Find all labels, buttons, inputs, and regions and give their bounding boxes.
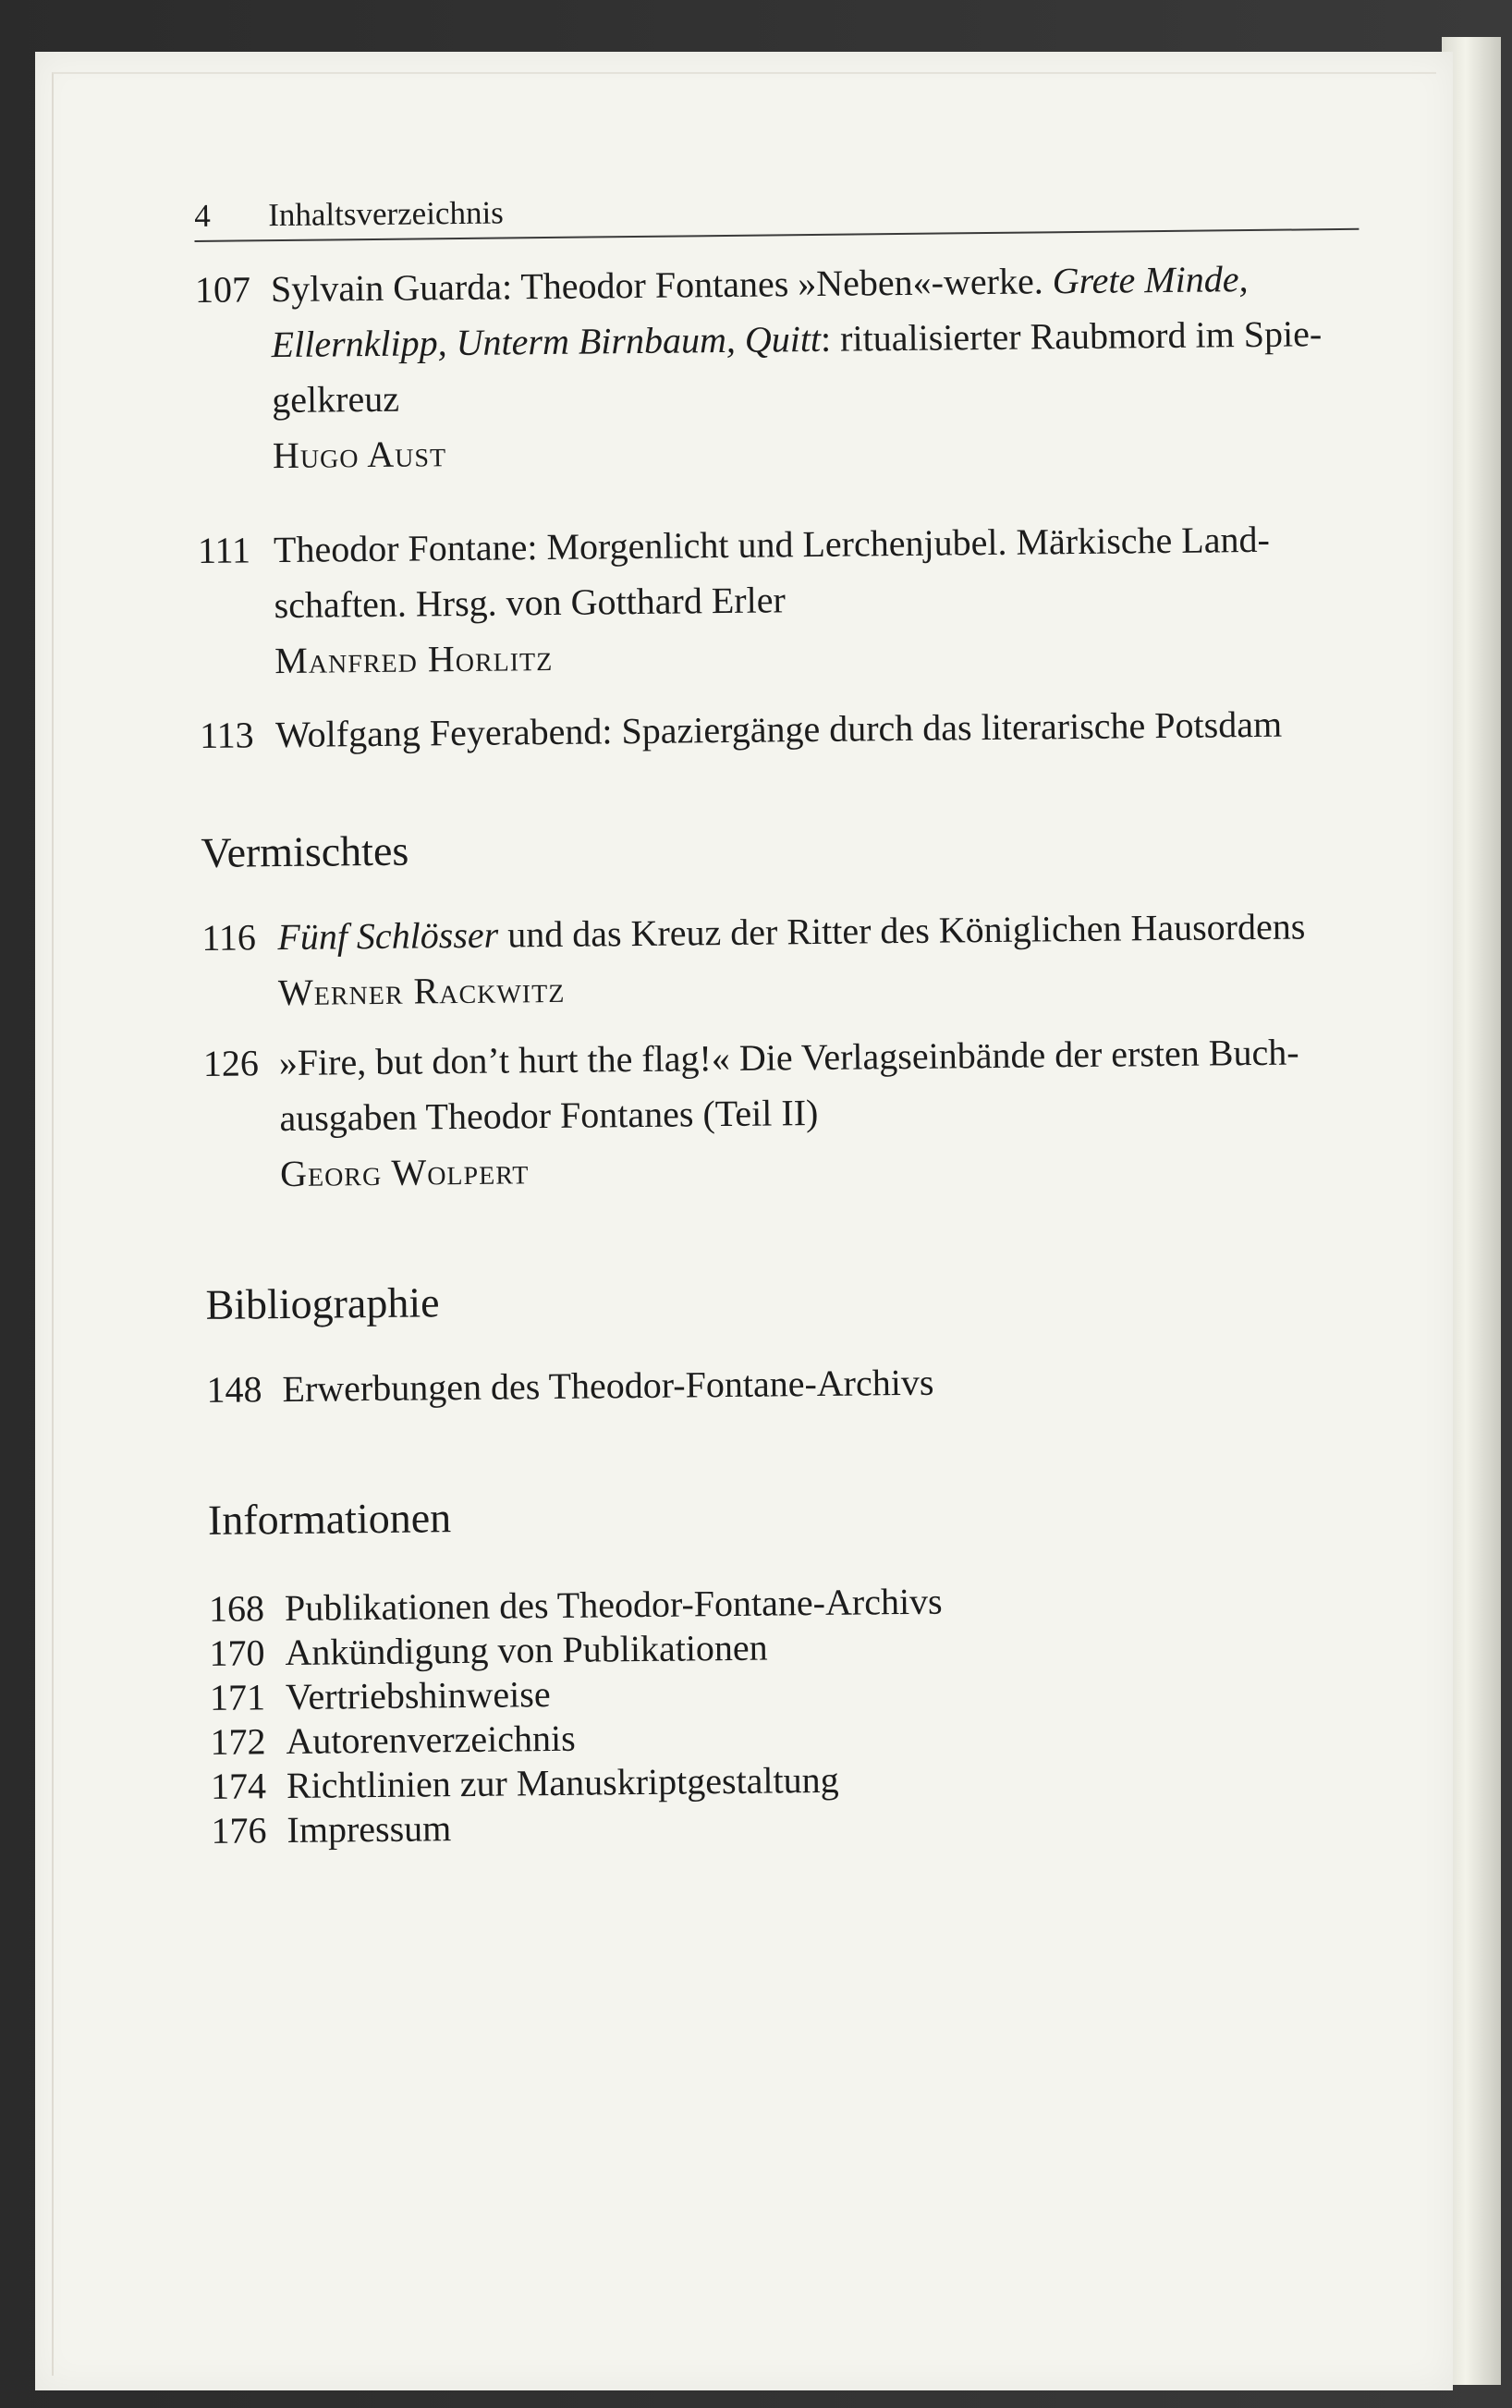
entry-page-number: 126: [202, 1042, 260, 1084]
page-number: 4: [194, 197, 211, 234]
section-heading-bibliographie: Bibliographie: [205, 1278, 440, 1328]
entry-line: [271, 305, 1397, 373]
toc-entry: [195, 250, 1398, 484]
entry-text: Publikationen des Theodor-Fontane-Archivs: [284, 1580, 943, 1630]
entry-text: Impressum: [287, 1807, 452, 1852]
toc-group-top: [195, 250, 1402, 764]
entry-line: [277, 898, 1404, 965]
entry-italic-title: Grete Minde,: [1052, 258, 1249, 302]
entry-text: Richtlinien zur Manuskriptgestaltung: [286, 1758, 839, 1807]
entry-page-number: 176: [211, 1809, 267, 1852]
entry-line: »Fire, but don’t hurt the flag!« Die Verlagseinbände der ersten Buch-: [278, 1031, 1299, 1084]
entry-text: Autorenverzeichnis: [286, 1717, 576, 1763]
entry-line: Theodor Fontane: Morgenlicht und Lerchenjubel. Märkische Land-: [273, 518, 1271, 571]
entry-text: [275, 695, 1402, 763]
section-heading-informationen: Informationen: [207, 1494, 452, 1544]
toc-entry: [206, 1350, 1408, 1418]
entry-italic-title: Ellernklipp, Unterm Birnbaum, Quitt: [271, 317, 822, 366]
entry-italic-title: Fünf Schlösser: [277, 913, 499, 959]
entry-page-number: 111: [197, 529, 251, 571]
informationen-list: [209, 1574, 1413, 1853]
section-heading-vermischtes: Vermischtes: [201, 826, 409, 876]
entry-page-number: 172: [210, 1720, 266, 1763]
running-title: Inhaltsverzeichnis: [267, 194, 505, 234]
entry-line-text: Sylvain Guarda: Theodor Fontanes »Neben«-werke.: [270, 260, 1053, 311]
entry-text: [271, 250, 1398, 483]
toc-entry: [201, 898, 1404, 1021]
entry-page-number: 116: [201, 916, 257, 959]
toc-entry: [200, 695, 1402, 764]
entry-page-number: 107: [194, 268, 251, 311]
entry-text: Ankündigung von Publikationen: [285, 1626, 768, 1674]
entry-line: gelkreuz: [272, 377, 400, 422]
entry-line: ausgaben Theodor Fontanes (Teil II): [279, 1091, 819, 1140]
entry-author: Hugo Aust: [272, 433, 447, 477]
entry-text: [278, 1023, 1406, 1202]
entry-text: Vertriebshinweise: [285, 1673, 551, 1718]
entry-page-number: 171: [209, 1676, 266, 1718]
toc-entry: [198, 510, 1401, 690]
toc-entry: [202, 1023, 1406, 1203]
toc-content: [194, 185, 1413, 1853]
entry-line-text: und das Kreuz der Ritter des Königlichen Hausordens: [498, 905, 1306, 956]
entry-line: Wolfgang Feyerabend: Spaziergänge durch das literarische Potsdam: [274, 703, 1283, 756]
entry-author: Manfred Horlitz: [274, 636, 554, 682]
entry-author: Georg Wolpert: [279, 1150, 530, 1195]
entry-text: Erwerbungen des Theodor-Fontane-Archivs: [282, 1361, 934, 1411]
entry-line-text: : ritualisierter Raubmord im Spie-: [820, 312, 1323, 360]
entry-text: [277, 898, 1404, 1021]
entry-page-number: 174: [210, 1765, 267, 1807]
entry-page-number: 113: [199, 714, 254, 756]
entry-text: [274, 510, 1401, 689]
entry-page-number: 148: [206, 1368, 262, 1411]
entry-line: schaften. Hrsg. von Gotthard Erler: [274, 579, 786, 627]
entry-author: Werner Rackwitz: [277, 968, 566, 1014]
entry-page-number: 168: [208, 1587, 265, 1630]
entry-page-number: 170: [209, 1632, 265, 1674]
